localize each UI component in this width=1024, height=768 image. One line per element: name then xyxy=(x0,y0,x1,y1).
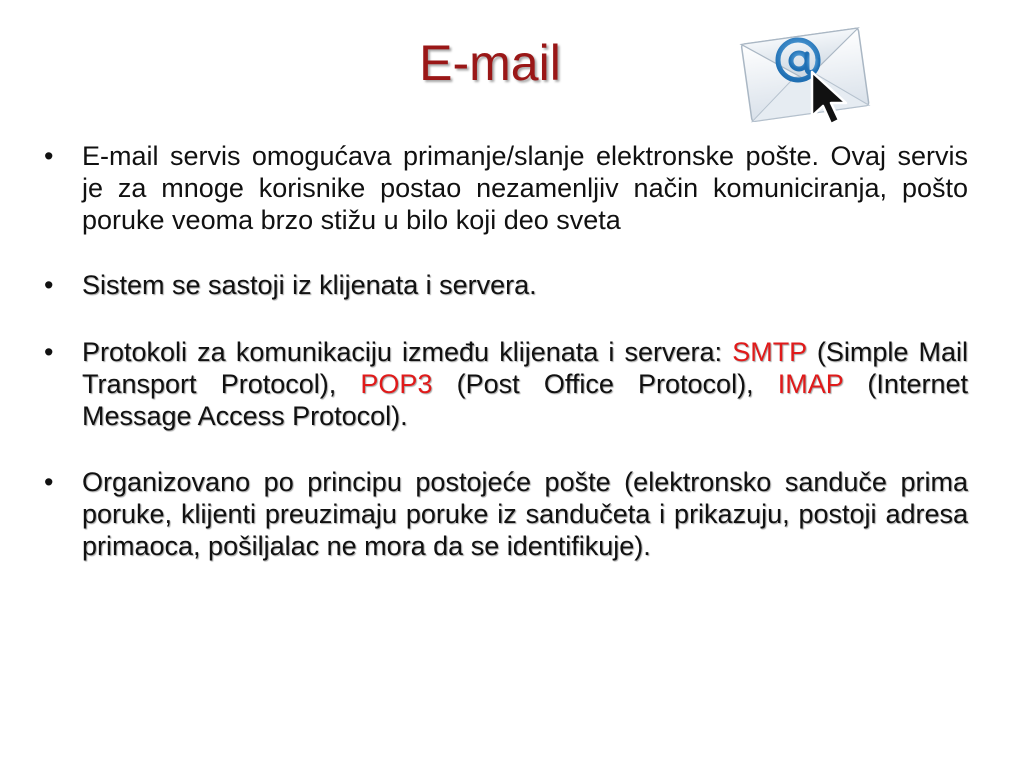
bullet-dot: • xyxy=(44,337,54,367)
bullet-text: E-mail servis omogućava primanje/slanje elektronske pošte. Ovaj servis je za mnoge korisnike postao nezamenljiv način komuniciranja, pošto poruke veoma brzo stižu u bilo koji deo sveta xyxy=(82,141,968,235)
imap-description: (Internet Message Access Protocol). xyxy=(82,369,968,431)
slide-title: E-mail xyxy=(419,35,561,91)
pop3-description: (Post Office Protocol), xyxy=(432,369,778,399)
pop3-term: POP3 xyxy=(360,369,433,399)
protocols-intro: Protokoli za komunikaciju između klijenata i servera: xyxy=(82,337,733,367)
bullet-item-system xyxy=(42,269,968,301)
bullet-dot: • xyxy=(44,141,54,171)
bullet-item-protocols xyxy=(42,336,968,432)
bullet-dot: • xyxy=(44,270,54,300)
bullet-dot: • xyxy=(44,467,54,497)
bullet-text xyxy=(82,337,968,431)
smtp-term: SMTP xyxy=(732,337,807,367)
bullet-item-organization xyxy=(42,466,968,562)
imap-term: IMAP xyxy=(777,369,844,399)
smtp-description: (Simple Mail Transport Protocol), xyxy=(82,337,968,399)
email-envelope-icon xyxy=(736,14,872,132)
bullet-text: Sistem se sastoji iz klijenata i servera. xyxy=(82,270,537,300)
bullet-text: Organizovano po principu postojeće pošte (elektronsko sandučе prima poruke, klijenti preuzimaju poruke iz sandučeta i prikazuju, postoji adresa primaoca, pošiljalac ne mora da se identifikuje). xyxy=(82,467,968,561)
bullet-item-email-service xyxy=(42,140,968,236)
bullet-list xyxy=(42,140,968,597)
